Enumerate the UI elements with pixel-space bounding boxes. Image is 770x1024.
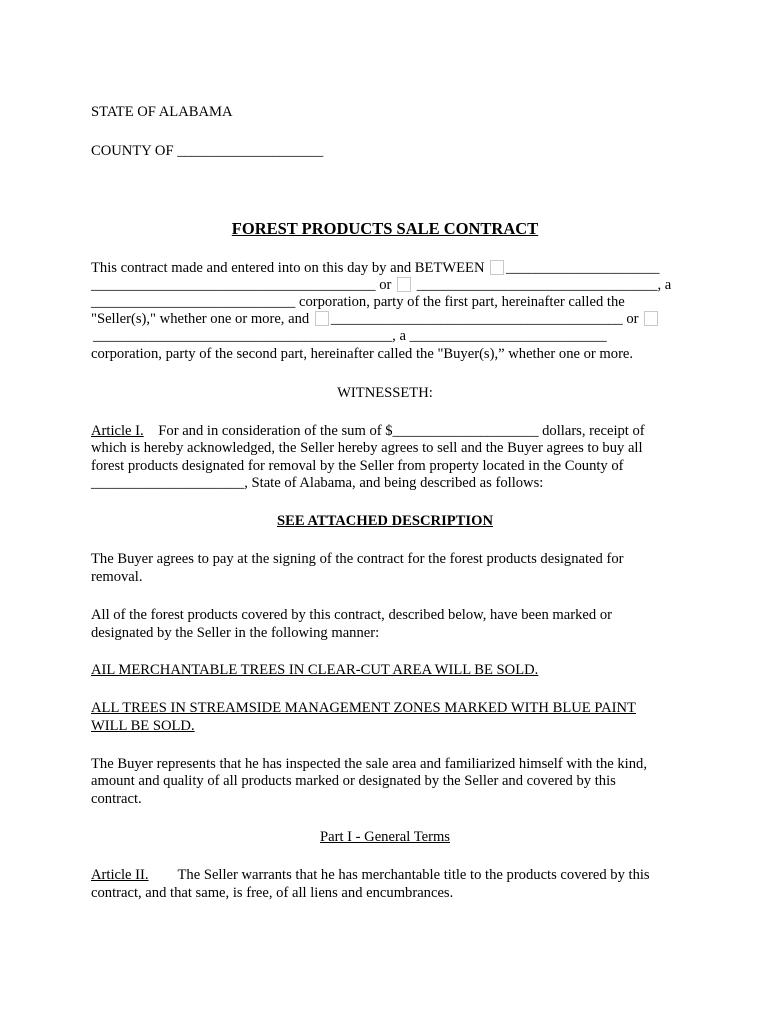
designation-line-2: designated by the Seller in the following manner: [91, 625, 380, 641]
preamble-line-6: corporation, party of the second part, hereinafter called the "Buyer(s),” whether one or more. [91, 346, 634, 362]
article1-line-3: forest products designated for removal by the Seller from property located in the County of [91, 458, 624, 474]
article1-label: Article I. [91, 423, 144, 439]
clearcut-clause: AIL MERCHANTABLE TREES IN CLEAR-CUT AREA WILL BE SOLD. [91, 662, 539, 678]
preamble-text: This contract made and entered into on this day by and BETWEEN [91, 260, 485, 276]
preamble-line-2 [91, 277, 671, 294]
preamble-text: ________________________________________ or [330, 311, 639, 327]
see-attached-heading: SEE ATTACHED DESCRIPTION [277, 513, 493, 529]
inspection-line-2: amount and quality of all products marked or designated by the Seller and covered by this [91, 773, 616, 789]
buyer-or-checkbox[interactable] [644, 311, 658, 326]
county-line: COUNTY OF ____________________ [91, 143, 324, 159]
article1-line-4: _____________________, State of Alabama, and being described as follows: [91, 475, 544, 491]
contract-title: FOREST PRODUCTS SALE CONTRACT [231, 219, 539, 238]
streamside-clause-line-1: ALL TREES IN STREAMSIDE MANAGEMENT ZONES MARKED WITH BLUE PAINT [91, 700, 636, 716]
seller-or-checkbox[interactable] [397, 277, 411, 292]
buyer-name-checkbox[interactable] [315, 311, 329, 326]
witnesseth-heading: WITNESSETH: [337, 385, 433, 401]
inspection-line-3: contract. [91, 791, 142, 807]
article1-line-1 [91, 423, 645, 440]
part1-heading: Part I - General Terms [319, 829, 450, 845]
designation-line-1: All of the forest products covered by this contract, described below, have been marked or [91, 607, 612, 623]
buyer-pay-line-1: The Buyer agrees to pay at the signing of the contract for the forest products designated for [91, 551, 624, 567]
article2-text: The Seller warrants that he has merchantable title to the products covered by this [177, 867, 650, 883]
state-heading: STATE OF ALABAMA [91, 104, 233, 120]
preamble-line-5: _________________________________________, a ___________________________ [93, 328, 607, 344]
article2-line-1 [91, 867, 650, 884]
preamble-text: _______________________________________ or [91, 277, 392, 293]
article2-label: Article II. [91, 867, 149, 883]
preamble-line-4 [91, 311, 660, 328]
preamble-line-3: ____________________________ corporation, party of the first part, hereinafter called the [91, 294, 625, 310]
preamble-text: _________________________________, a [416, 277, 672, 293]
seller-name-blank: _____________________ [506, 260, 660, 276]
article1-line-2: which is hereby acknowledged, the Seller hereby agrees to sell and the Buyer agrees to buy all [91, 440, 643, 456]
streamside-clause-line-2: WILL BE SOLD. [91, 718, 195, 734]
preamble-line-1 [91, 260, 659, 277]
article2-line-2: contract, and that same, is free, of all liens and encumbrances. [91, 885, 454, 901]
seller-name-checkbox[interactable] [490, 260, 504, 275]
inspection-line-1: The Buyer represents that he has inspected the sale area and familiarized himself with the kind, [91, 756, 647, 772]
buyer-pay-line-2: removal. [91, 569, 143, 585]
preamble-text: "Seller(s)," whether one or more, and [91, 311, 310, 327]
article1-text: For and in consideration of the sum of $____________________ dollars, receipt of [158, 423, 645, 439]
